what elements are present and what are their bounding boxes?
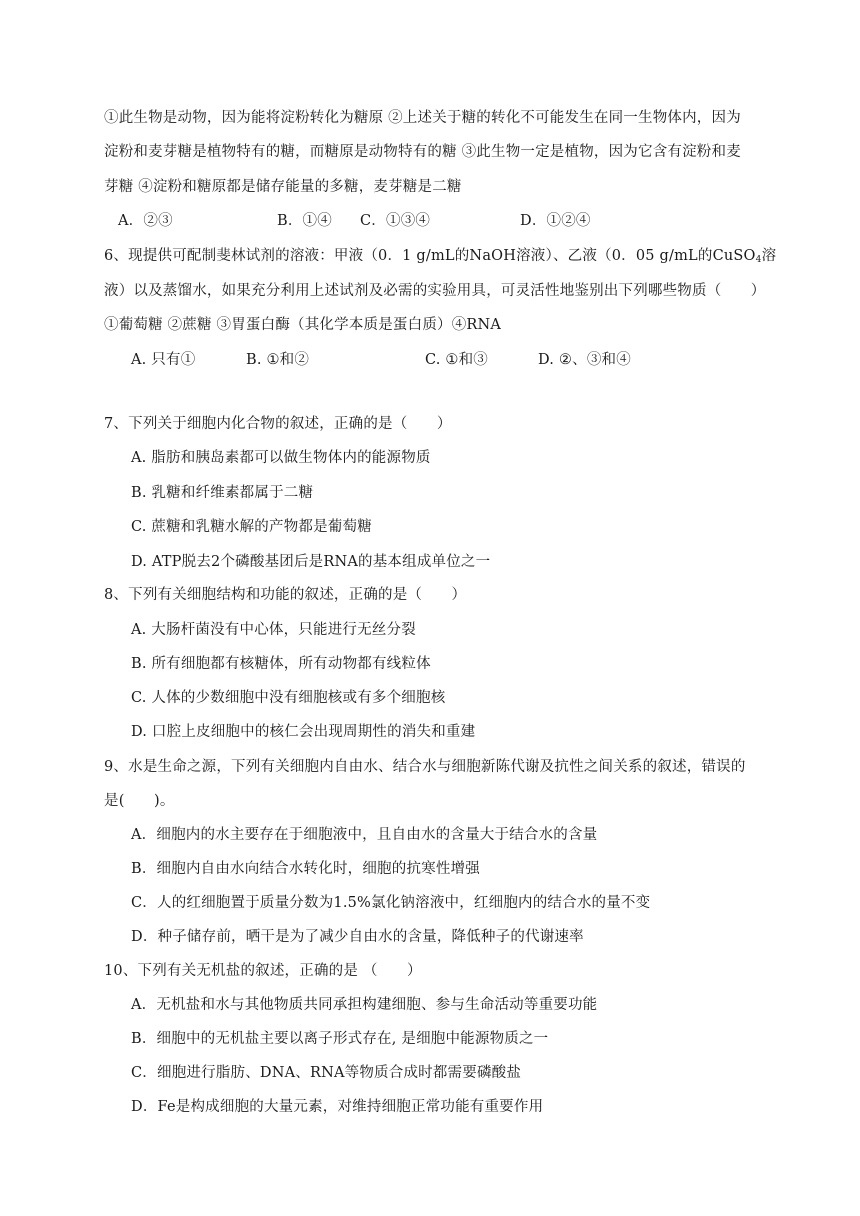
q5-option-c[interactable]: C．①③④ (360, 213, 431, 229)
q6-stem-tail: 溶 (761, 248, 777, 264)
q5-option-a[interactable]: A．②③ (118, 213, 173, 229)
q10-option-b[interactable]: B．细胞中的无机盐主要以离子形式存在, 是细胞中能源物质之一 (131, 1031, 549, 1047)
q6-option-d[interactable]: D. ②、③和④ (538, 352, 631, 368)
q7-option-b[interactable]: B. 乳糖和纤维素都属于二糖 (131, 485, 314, 501)
q6-stem-line-3: ①葡萄糖 ②蔗糖 ③胃蛋白酶（其化学本质是蛋白质）④RNA (104, 317, 502, 333)
q6-stem-line-1 (104, 246, 776, 270)
q8-option-a[interactable]: A. 大肠杆菌没有中心体，只能进行无丝分裂 (131, 622, 416, 638)
q5-statement-line-2: 淀粉和麦芽糖是植物特有的糖，而糖原是动物特有的糖 ③此生物一定是植物，因为它含有淀粉和麦 (104, 144, 741, 160)
q10-option-d[interactable]: D．Fe是构成细胞的大量元素，对维持细胞正常功能有重要作用 (131, 1099, 544, 1115)
q7-option-d[interactable]: D. ATP脱去2个磷酸基团后是RNA的基本组成单位之一 (131, 554, 491, 570)
q5-statement-line-3: 芽糖 ④淀粉和糖原都是储存能量的多糖，麦芽糖是二糖 (104, 179, 462, 195)
q9-option-c[interactable]: C．人的红细胞置于质量分数为1.5%氯化钠溶液中，红细胞内的结合水的量不变 (131, 895, 651, 911)
q8-stem: 8、下列有关细胞结构和功能的叙述，正确的是（ ） (104, 587, 467, 603)
q7-stem: 7、下列关于细胞内化合物的叙述，正确的是（ ） (104, 416, 452, 432)
q6-option-a[interactable]: A. 只有① (131, 352, 196, 368)
q9-option-b[interactable]: B．细胞内自由水向结合水转化时，细胞的抗寒性增强 (131, 861, 480, 877)
q6-option-c[interactable]: C. ①和③ (425, 352, 488, 368)
q9-stem-line-2: 是( )。 (104, 793, 175, 809)
q8-option-d[interactable]: D. 口腔上皮细胞中的核仁会出现周期性的消失和重建 (131, 724, 476, 740)
q10-option-a[interactable]: A．无机盐和水与其他物质共同承担构建细胞、参与生命活动等重要功能 (131, 997, 598, 1013)
q7-option-a[interactable]: A. 脂肪和胰岛素都可以做生物体内的能源物质 (131, 450, 431, 466)
q7-option-c[interactable]: C. 蔗糖和乳糖水解的产物都是葡萄糖 (131, 519, 372, 535)
q9-stem-line-1: 9、水是生命之源，下列有关细胞内自由水、结合水与细胞新陈代谢及抗性之间关系的叙述，错误的 (104, 759, 746, 775)
q8-option-b[interactable]: B. 所有细胞都有核糖体，所有动物都有线粒体 (131, 656, 431, 672)
q5-option-d[interactable]: D．①②④ (520, 213, 591, 229)
q6-stem-text: 6、现提供可配制斐林试剂的溶液：甲液（0．1 g/mL的NaOH溶液）、乙液（0．05 g/mL的CuSO (104, 248, 756, 264)
q10-option-c[interactable]: C．细胞进行脂肪、DNA、RNA等物质合成时都需要磷酸盐 (131, 1065, 522, 1081)
q6-subscript: 4 (755, 255, 762, 265)
q5-statement-line-1: ①此生物是动物，因为能将淀粉转化为糖原 ②上述关于糖的转化不可能发生在同一生物体内，因为 (104, 110, 741, 126)
q10-stem: 10、下列有关无机盐的叙述，正确的是 （ ） (104, 963, 422, 979)
q9-option-d[interactable]: D．种子储存前，晒干是为了减少自由水的含量，降低种子的代谢速率 (131, 929, 584, 945)
q5-option-b[interactable]: B．①④ (277, 213, 332, 229)
q9-option-a[interactable]: A．细胞内的水主要存在于细胞液中，且自由水的含量大于结合水的含量 (131, 827, 598, 843)
q6-stem-line-2: 液）以及蒸馏水，如果充分利用上述试剂及必需的实验用具，可灵活性地鉴别出下列哪些物质（ ） (104, 283, 766, 299)
q8-option-c[interactable]: C. 人体的少数细胞中没有细胞核或有多个细胞核 (131, 690, 446, 706)
q6-option-b[interactable]: B. ①和② (246, 352, 310, 368)
